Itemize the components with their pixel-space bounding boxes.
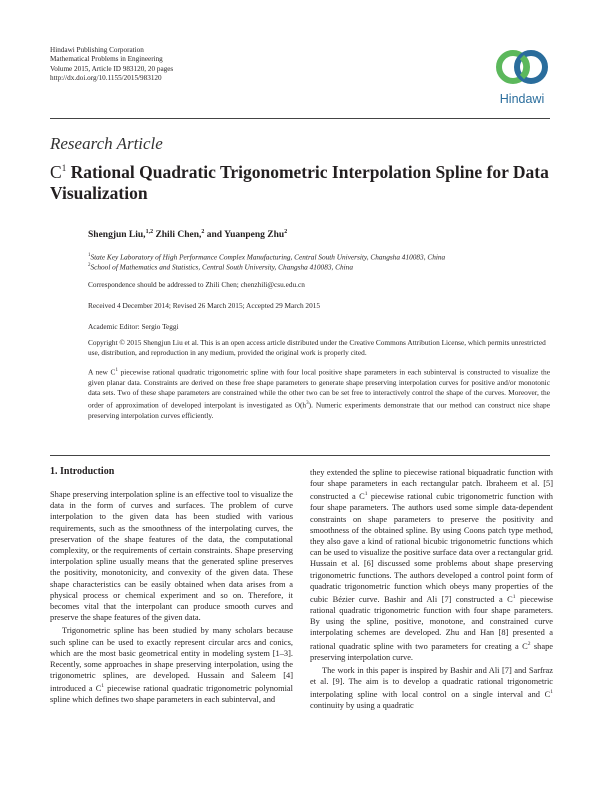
journal-name: Mathematical Problems in Engineering [50, 55, 163, 64]
abstract-divider [50, 455, 550, 456]
hindawi-logo[interactable] [493, 44, 551, 108]
article-type: Research Article [50, 134, 163, 153]
doi-link[interactable]: http://dx.doi.org/10.1155/2015/983120 [50, 74, 162, 83]
copyright-notice: Copyright © 2015 Shengjun Liu et al. This is an open access article distributed under the Creative Commons Attribution License, which permits unrestricted use, distribution, and reproduction in any medium, provided the original work is properly cited. [88, 338, 546, 358]
header-divider [50, 118, 550, 119]
section-heading: 1. Introduction [50, 466, 115, 477]
journal-header [50, 46, 173, 84]
academic-editor: Academic Editor: Sergio Teggi [88, 322, 179, 331]
paper-title: $C^1$ Rational Quadratic Trigonometric Interpolation Spline for Data Visualization [50, 161, 549, 203]
intro-paragraph-2: Trigonometric spline has been studied by many scholars because such spline can be used to exactly represent circular arcs and conics, which are the most basic geometrical entity in modeling system [1–3]. Recently, some approaches in shape preserving interpolation, using the trigonometric splines, are developed. Hussain and Saleem [4] introduced a $C^1$ piecewise rational quadratic trigonometric polynomial spline which defines two shape parameters in each subinterval, and [50, 626, 293, 705]
right-column [310, 467, 553, 711]
volume-info: Volume 2015, Article ID 983120, 20 pages [50, 64, 174, 73]
correspondence: Correspondence should be addressed to Zhili Chen; chenzhili@csu.edu.cn [88, 280, 305, 289]
author-list: Shengjun Liu,$^{1,2}$ Zhili Chen,$^2$ and Yuanpeng Zhu$^2$ [88, 229, 288, 241]
publisher: Hindawi Publishing Corporation [50, 46, 144, 54]
affiliation-1: $^1$State Key Laboratory of High Performance Complex Manufacturing, Central South University, Changsha 410083, China [88, 252, 446, 262]
intro-paragraph-1: Shape preserving interpolation spline is an effective tool to visualize the data in the form of curves and surfaces. The problem of curve interpolation to the given data has been studied with various requirements, such as the smoothness of the interpolating curves, the preservation of the shape features of the data, the computational complexity, or the requirements of certain constraints. Shape preserving interpolation spline usually means that the generated spline preserves the positivity, monotonicity, and convexity of the given data. These shape characteristics can be easily obtained when data arises from a physical process or chemical experiment and so on. Therefore, it becomes vital that the interpolant can produce smooth curves and preserve the shape features of the given data. [50, 490, 293, 623]
hindawi-logo-icon [493, 44, 551, 92]
publication-dates: Received 4 December 2014; Revised 26 March 2015; Accepted 29 March 2015 [88, 301, 321, 310]
affiliation-2: $^2$School of Mathematics and Statistics, Central South University, Changsha 410083, China [88, 262, 353, 272]
intro-paragraph-3: they extended the spline to piecewise rational biquadratic function with four shape parameters in each rectangular patch. Ibraheem et al. [5] constructed a $C^1$ piecewise rational cubic trigonometric function with four shape parameters. The authors used some simple data-dependent constraints on shape parameters to preserve the positivity and smoothness of the obtained spline. By using Coons patch type method, they also gave a kind of rational bicubic trigonometric functions which can be used to visualize the positive surface data over a rectangular grid. Hussain et al. [6] discussed some problems about shape preserving trigonometric functions. The authors developed a control point form of quadratic trigonometric function which obeys many properties of the cubic Bézier curve. Bashir and Ali [7] constructed a $C^1$ piecewise rational quadratic trigonometric function with four shape parameters. By using the spline, positive, monotone, and constrained curve interpolating schemes are developed. Zhu and Han [8] presented a rational quadratic spline with two parameters for creating a $C^2$ shape preserving interpolation curve. [310, 468, 554, 662]
abstract: A new $C^1$ piecewise rational quadratic trigonometric spline with four local positive shape parameters in each subinterval is constructed to visualize the given planar data. Constraints are derived on these free shape parameters to generate shape preserving interpolation curves for positive and/or monotonic data sets. Two of these shape parameters are constrained while the other two can be set free to interactively control the shape of the curves. Moreover, the order of approximation of developed interpolant is investigated as $O(h^3)$. Numeric experiments demonstrate that our method can construct nice shape preserving interpolation curves efficiently. [88, 367, 550, 420]
hindawi-logo-text: Hindawi [499, 92, 545, 106]
intro-paragraph-4: The work in this paper is inspired by Bashir and Ali [7] and Sarfraz et al. [9]. The aim is to develop a quadratic rational trigonometric interpolating spline with local control on a single interval and $C^1$ continuity by using a quadratic [310, 665, 553, 711]
left-column [50, 489, 293, 706]
